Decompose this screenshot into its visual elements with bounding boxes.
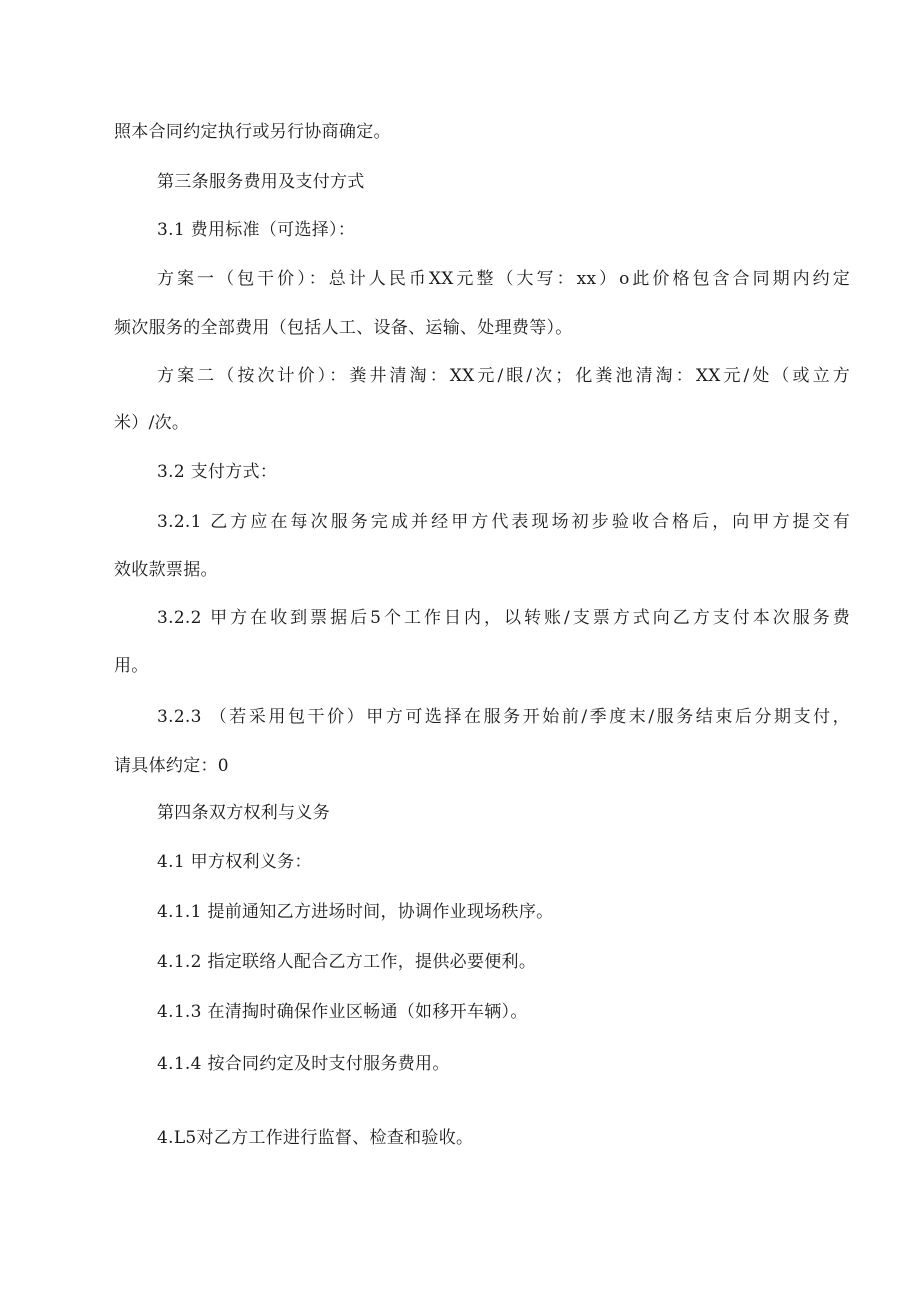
paragraph-line: 照本合同约定执行或另行协商确定。 [114, 122, 391, 142]
paragraph-line: 3.2.3 （若采用包干价）甲方可选择在服务开始前/季度末/服务结束后分期支付， [157, 707, 850, 727]
list-item: 4.1.2 指定联络人配合乙方工作，提供必要便利。 [157, 952, 537, 972]
list-item: 4.1.1 提前通知乙方进场时间，协调作业现场秩序。 [157, 902, 554, 922]
list-item: 4.1.4 按合同约定及时支付服务费用。 [157, 1054, 450, 1074]
paragraph-line: 3.2.2 甲方在收到票据后5个工作日内，以转账/支票方式向乙方支付本次服务费 [157, 608, 850, 628]
paragraph-line: 用。 [114, 656, 149, 676]
paragraph-line: 方案二（按次计价）：粪井清淘：XX元/眼/次；化粪池清淘：XX元/处（或立方 [157, 366, 850, 386]
paragraph-line: 请具体约定：0 [114, 756, 229, 776]
paragraph-line: 3.2.1 乙方应在每次服务完成并经甲方代表现场初步验收合格后，向甲方提交有 [157, 512, 850, 532]
paragraph-line: 方案一（包干价）：总计人民币XX元整（大写：xx）o此价格包含合同期内约定 [157, 269, 850, 289]
paragraph-line: 效收款票据。 [114, 560, 218, 580]
clause-heading: 3.1 费用标准（可选择）： [157, 220, 356, 240]
paragraph-line: 米）/次。 [114, 413, 190, 433]
section-heading: 第四条双方权利与义务 [157, 803, 330, 823]
list-item: 4.1.3 在清掏时确保作业区畅通（如移开车辆）。 [157, 1002, 528, 1022]
clause-heading: 4.1 甲方权利义务： [157, 852, 312, 872]
section-heading: 第三条服务费用及支付方式 [157, 172, 365, 192]
paragraph-line: 频次服务的全部费用（包括人工、设备、运输、处理费等）。 [114, 318, 573, 338]
clause-heading: 3.2 支付方式： [157, 462, 278, 482]
list-item: 4.L5对乙方工作进行监督、检查和验收。 [157, 1128, 474, 1148]
